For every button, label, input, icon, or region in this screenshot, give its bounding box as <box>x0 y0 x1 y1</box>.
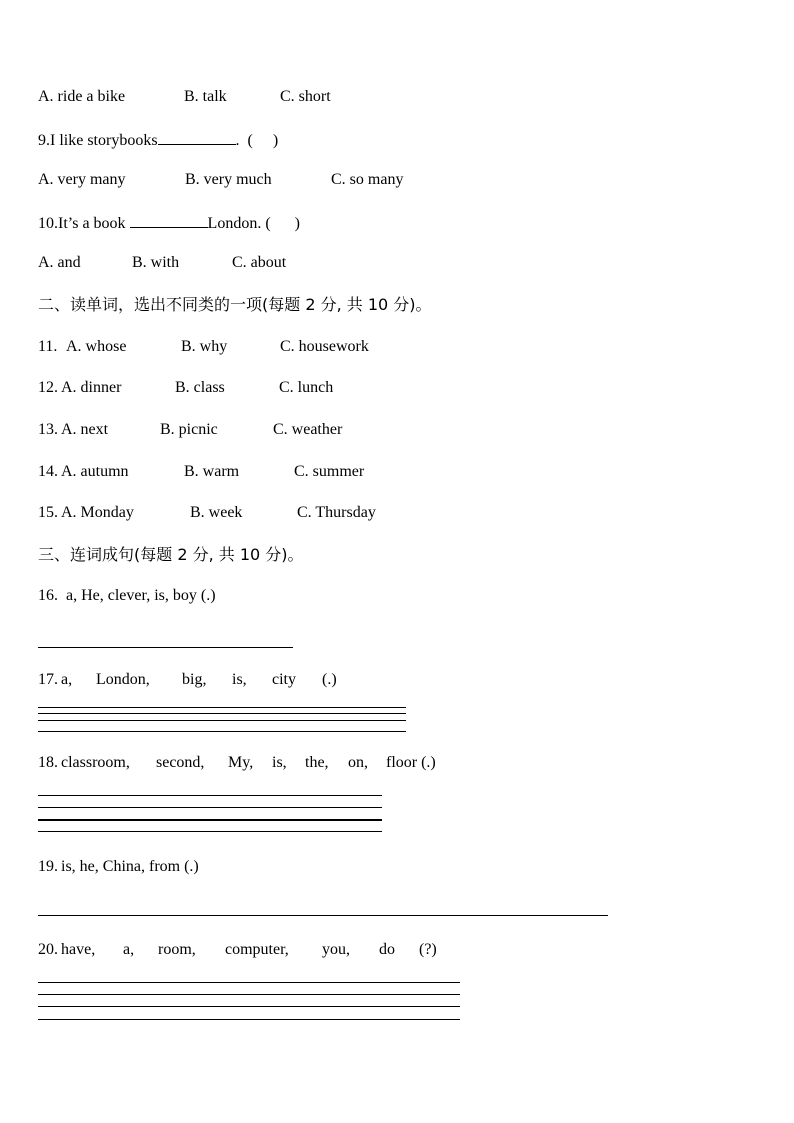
q9-option-a: A. very many <box>38 171 126 188</box>
q18-word-3: My, <box>228 754 254 771</box>
q17-word-3: big, <box>182 671 207 688</box>
q18-word-2: second, <box>156 754 205 771</box>
q17-answer-line-4[interactable] <box>38 731 406 732</box>
q17-number: 17. <box>38 671 58 688</box>
q20-answer-line-4[interactable] <box>38 1019 460 1020</box>
q18-word-1: classroom, <box>61 754 130 771</box>
q10-suffix: London. ( ) <box>207 215 300 232</box>
q10-blank[interactable] <box>130 213 208 228</box>
q16-number: 16. <box>38 587 58 604</box>
q17-answer-line-3[interactable] <box>38 720 406 721</box>
q18-word-4: is, <box>272 754 287 771</box>
q18-number: 18. <box>38 754 58 771</box>
q17-word-2: London, <box>96 671 150 688</box>
q9-suffix: . ( ) <box>235 132 279 149</box>
q10-option-b: B. with <box>132 254 180 271</box>
question-9 <box>38 130 278 151</box>
q8-option-c: C. short <box>280 88 331 105</box>
q18-answer-line-3[interactable] <box>38 819 382 821</box>
q18-word-6: on, <box>348 754 368 771</box>
section-3-title: 三、连词成句(每题 2 分, 共 10 分)。 <box>38 545 304 564</box>
q13-option-a: A. next <box>61 421 109 438</box>
q17-answer-line-1[interactable] <box>38 707 406 708</box>
q19-words: is, he, China, from (.) <box>61 858 199 875</box>
q11-option-c: C. housework <box>280 338 369 355</box>
section-2-title: 二、读单词，选出不同类的一项(每题 2 分, 共 10 分)。 <box>38 295 432 314</box>
q18-answer-line-1[interactable] <box>38 795 382 796</box>
q10-prefix: 10.It’s a book <box>38 215 130 232</box>
q15-option-c: C. Thursday <box>297 504 376 521</box>
q20-word-4: computer, <box>225 941 289 958</box>
q15-option-a: A. Monday <box>61 504 134 521</box>
q11-option-b: B. why <box>181 338 228 355</box>
q19-answer-line[interactable] <box>38 915 608 916</box>
q10-option-a: A. and <box>38 254 81 271</box>
q11-option-a: A. whose <box>66 338 127 355</box>
q11-number: 11. <box>38 338 62 355</box>
q13-option-c: C. weather <box>273 421 343 438</box>
q20-word-5: you, <box>322 941 350 958</box>
q15-option-b: B. week <box>190 504 243 521</box>
q13-number: 13. <box>38 421 58 438</box>
q8-option-b: B. talk <box>184 88 227 105</box>
q8-option-a: A. ride a bike <box>38 88 126 105</box>
q13-option-b: B. picnic <box>160 421 218 438</box>
q17-answer-line-2[interactable] <box>38 713 406 714</box>
q9-option-b: B. very much <box>185 171 272 188</box>
q9-option-c: C. so many <box>331 171 404 188</box>
q20-answer-line-1[interactable] <box>38 982 460 983</box>
q16-words: a, He, clever, is, boy (.) <box>66 587 216 604</box>
q12-option-c: C. lunch <box>279 379 334 396</box>
q17-word-1: a, <box>61 671 73 688</box>
question-10 <box>38 213 300 234</box>
q20-answer-line-3[interactable] <box>38 1006 460 1007</box>
q17-word-6: (.) <box>322 671 337 688</box>
q16-answer-line[interactable] <box>38 647 293 648</box>
q14-option-c: C. summer <box>294 463 365 480</box>
q20-answer-line-2[interactable] <box>38 994 460 995</box>
q18-answer-line-4[interactable] <box>38 831 382 832</box>
q14-option-a: A. autumn <box>61 463 129 480</box>
q18-word-7: floor (.) <box>386 754 436 771</box>
q12-option-a: A. dinner <box>61 379 122 396</box>
q20-word-2: a, <box>123 941 135 958</box>
q19-number: 19. <box>38 858 58 875</box>
q9-blank[interactable] <box>158 130 236 145</box>
q20-number: 20. <box>38 941 58 958</box>
q18-word-5: the, <box>305 754 329 771</box>
q12-number: 12. <box>38 379 58 396</box>
q9-prefix: 9.I like storybooks <box>38 132 158 149</box>
q20-word-3: room, <box>158 941 196 958</box>
q10-option-c: C. about <box>232 254 287 271</box>
q20-word-1: have, <box>61 941 96 958</box>
q17-word-5: city <box>272 671 296 688</box>
q17-word-4: is, <box>232 671 247 688</box>
q12-option-b: B. class <box>175 379 225 396</box>
q15-number: 15. <box>38 504 58 521</box>
q20-word-6: do <box>379 941 395 958</box>
q18-answer-line-2[interactable] <box>38 807 382 808</box>
q14-number: 14. <box>38 463 58 480</box>
q14-option-b: B. warm <box>184 463 240 480</box>
q20-word-7: (?) <box>419 941 437 958</box>
